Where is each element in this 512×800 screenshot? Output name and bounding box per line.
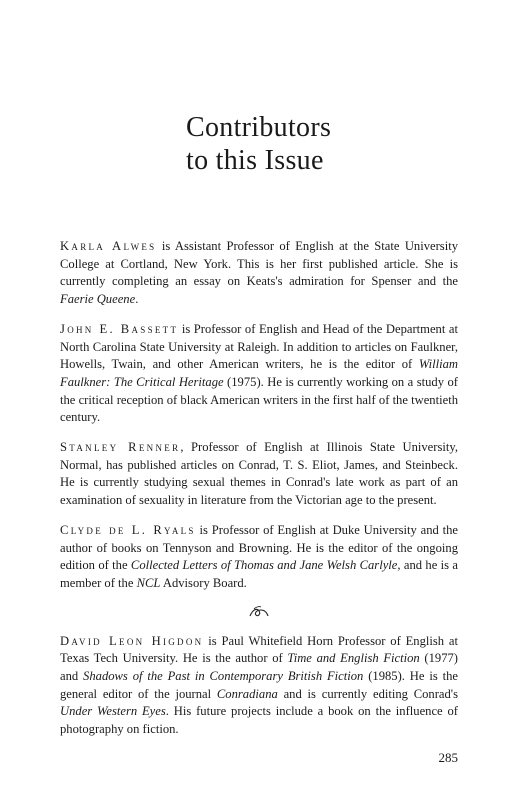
work-title: Time and English Fiction [287,651,420,666]
bio-text: (1985). He is the general editor of the journal [60,669,458,701]
bio-text: Advisory Board. [160,575,247,590]
work-title: William Faulkner: The Critical Heritage [60,357,458,389]
contributor-name: Karla Alwes [60,239,157,253]
work-title: Faerie Queene [60,292,136,307]
bio-text: is Assistant Professor of English at the State University College at Cortland, New York. This is her first published article. She is currently completing an essay on Keats's admiration for Spenser and the [60,239,458,289]
contributor-entry-higdon [60,633,458,739]
bio-text: is Professor of English at Duke University and the author of books on Tennyson and Browning. He is the editor of the ongoing edition of the [60,522,459,573]
work-title: Collected Letters of Thomas and Jane Welsh Carlyle [130,558,398,573]
journal-abbreviation: NCL [136,575,161,590]
page-number: 285 [438,750,458,765]
title-line-1: Contributors [186,112,332,143]
bio-text: is Professor of English and Head of the Department at North Carolina State University at Raleigh. In addition to articles on Faulkner, Howells, Twain, and other American writers, he is the editor of [60,321,459,372]
page-title [186,111,331,177]
work-title: Under Western Eyes [60,704,166,719]
bio-text: . His future projects include a book on the influence of photography on fiction. [60,704,458,737]
contributor-entry-renner [60,439,458,510]
contributor-entry-alwes [60,238,458,309]
contributor-name: Clyde de L. Ryals [60,522,196,537]
contributor-entry-ryals [60,522,458,593]
contributor-name: John E. Bassett [60,321,179,336]
contributor-name: Stanley Renner [60,440,181,455]
work-title: Shadows of the Past in Contemporary British Fiction [83,669,364,684]
contributor-name: David Leon Higdon [60,633,204,648]
bio-text: , and he is a member of the [60,558,458,590]
dingbat-flourish-icon [248,605,270,619]
bio-text: , Professor of English at Illinois State University, Normal, has published articles on Conrad, T. S. Eliot, James, and Steinbeck. He is currently studying sexual themes in Conrad's late work as part of an examination of sexuality in literature from the Victorian age to the present. [60,440,458,508]
bio-text: . [135,292,139,307]
bio-text: is Paul Whitefield Horn Professor of English at Texas Tech University. He is the author of [60,633,458,666]
title-line-2: to this Issue [186,145,324,176]
contributors-list [60,238,458,751]
bio-text: (1975). He is currently working on a study of the critical reception of black American writers in the first half of the twentieth century. [60,374,458,425]
contributor-entry-bassett [60,321,458,427]
bio-text: (1977) and [60,651,458,684]
bio-text: and is currently editing Conrad's [277,686,458,701]
journal-title: Conradiana [216,686,278,701]
